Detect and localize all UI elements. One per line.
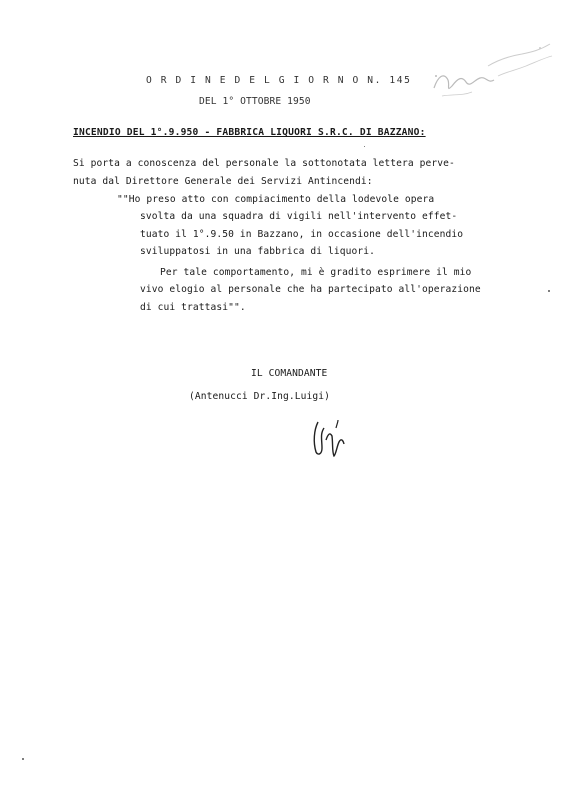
scan-speck <box>548 290 550 292</box>
subject-line: INCENDIO DEL 1°.9.950 - FABBRICA LIQUORI S.R.C. DI BAZZANO: <box>73 127 426 138</box>
signature-name: (Antenucci Dr.Ing.Luigi) <box>189 391 331 402</box>
signature-title: IL COMANDANTE <box>251 368 328 379</box>
quote-line: vivo elogio al personale che ha partecipato all'operazione <box>140 284 481 295</box>
quote-line: di cui trattasi"". <box>140 302 246 313</box>
handwritten-note-mark <box>428 36 558 106</box>
order-number-heading: O R D I N E D E L G I O R N O N. 145 <box>146 75 412 86</box>
scan-speck <box>22 758 24 760</box>
quote-line: Per tale comportamento, mi è gradito esprimere il mio <box>160 267 472 278</box>
quote-line: tuato il 1°.9.50 in Bazzano, in occasione dell'incendio <box>140 229 464 240</box>
quote-line: ""Ho preso atto con compiacimento della lodevole opera <box>117 194 435 205</box>
body-line: Si porta a conoscenza del personale la sottonotata lettera perve- <box>73 158 455 169</box>
handwritten-signature <box>310 414 350 460</box>
scan-speck <box>364 146 365 147</box>
body-line: nuta dal Direttore Generale dei Servizi Antincendi: <box>73 176 373 187</box>
quote-line: sviluppatosi in una fabbrica di liquori. <box>140 246 376 257</box>
order-date: DEL 1° OTTOBRE 1950 <box>199 96 311 107</box>
quote-line: svolta da una squadra di vigili nell'intervento effet- <box>140 211 458 222</box>
